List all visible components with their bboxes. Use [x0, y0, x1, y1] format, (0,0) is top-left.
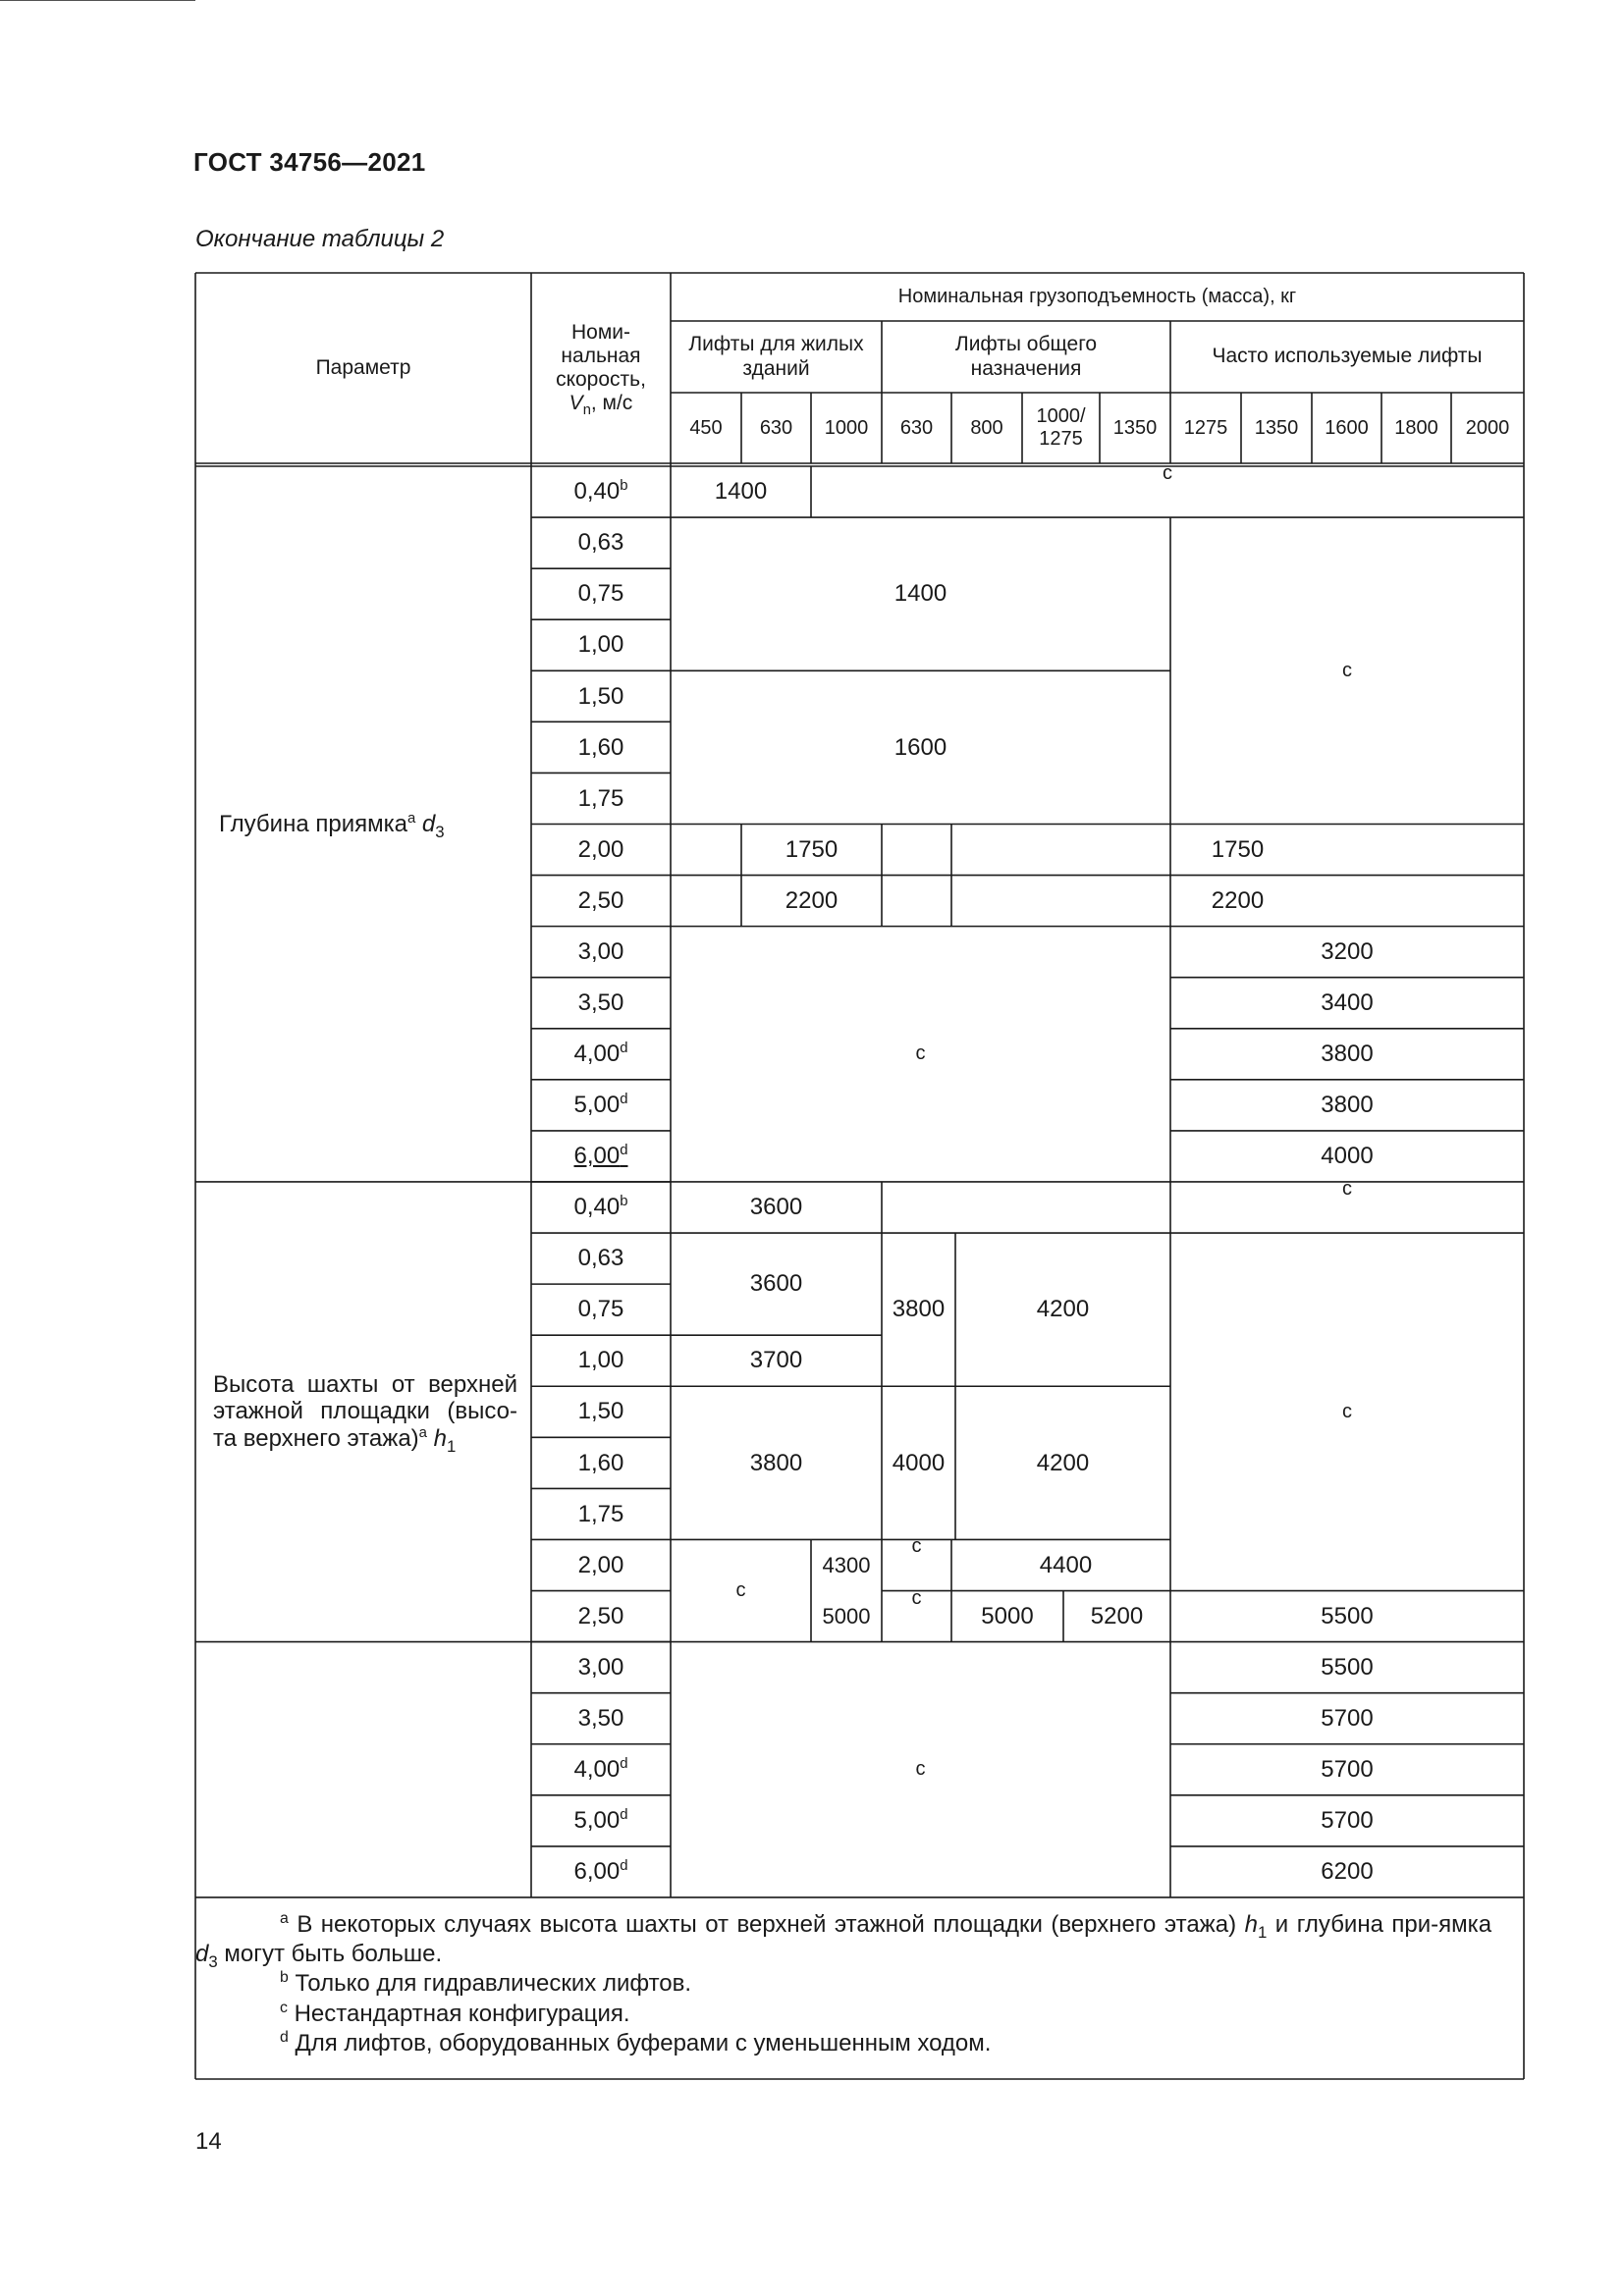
speed-cell: 3,00: [577, 937, 624, 965]
value-cell: 1750: [1211, 835, 1265, 863]
value-cell: c: [735, 1579, 746, 1602]
header-group-general: Лифты общего назначения: [954, 333, 1098, 380]
header-mass-11: 2000: [1465, 416, 1510, 439]
value-cell: 3800: [1321, 1092, 1374, 1119]
value-cell: c: [1163, 462, 1172, 484]
param-empty: [195, 1642, 531, 1897]
speed-cell: 3,50: [577, 1704, 624, 1732]
page-number: 14: [195, 2128, 222, 2155]
table-footnotes: [195, 1910, 1491, 2058]
value-cell: c: [911, 1586, 922, 1609]
speed-cell: 1,50: [577, 1398, 624, 1425]
value-cell: 5500: [1321, 1653, 1374, 1681]
speed-cell: 2,50: [577, 886, 624, 914]
speed-cell: 1,75: [577, 1500, 624, 1527]
param-shaft-height: Высота шахты от верхней этажной площадки (высо-та верхнего этажа)$^a$ $h_1$: [213, 1370, 517, 1456]
header-mass-6: 1350: [1112, 416, 1158, 439]
header-mass-2: 1000: [824, 416, 869, 439]
footnote-c: $^c$ Нестандартная конфигурация.: [280, 1999, 630, 2027]
speed-cell: 6,00$^d$: [573, 1143, 628, 1170]
header-capacity: Номинальная грузоподъемность (масса), кг: [897, 286, 1297, 307]
header-mass-3: 630: [899, 416, 934, 439]
speed-cell: 1,75: [577, 784, 624, 812]
header-speed: Номи- нальная скорость, $V_n$, м/с: [556, 320, 646, 419]
footnote-d: $^d$ Для лифтов, оборудованных буферами с уменьшенным ходом.: [280, 2028, 992, 2056]
value-cell: c: [915, 1758, 926, 1781]
speed-cell: 0,63: [577, 529, 624, 557]
speed-cell: 1,50: [577, 682, 624, 710]
param-pit-depth: Глубина приямка$^a$ $d_3$: [219, 810, 445, 841]
value-cell: 1600: [893, 733, 947, 761]
speed-cell: 1,00: [577, 631, 624, 659]
header-mass-0: 450: [689, 416, 723, 439]
value-cell: 1400: [714, 478, 768, 506]
header-group-frequent: Часто используемые лифты: [1212, 345, 1483, 368]
value-cell: 5700: [1321, 1755, 1374, 1783]
value-cell: 3700: [749, 1347, 803, 1374]
footnote-b: $^b$ Только для гидравлических лифтов.: [280, 1969, 692, 1998]
document-header: ГОСТ 34756—2021: [193, 147, 426, 177]
speed-cell: 0,75: [577, 580, 624, 608]
speed-cell: 0,40$^b$: [573, 478, 628, 506]
footnote-a: $^a$ В некоторых случаях высота шахты от верхней этажной площадки (верхнего этажа) $h_1$ и глубина при-ямка $d_3$ могут быть больше.: [195, 1910, 1492, 1972]
value-cell: 1400: [893, 580, 947, 608]
speed-cell: 4,00$^d$: [573, 1755, 628, 1783]
value-cell: 1750: [785, 835, 839, 863]
value-cell: 5500: [1321, 1602, 1374, 1629]
speed-cell: 0,75: [577, 1296, 624, 1323]
header-mass-7: 1275: [1183, 416, 1228, 439]
speed-cell: 5,00$^d$: [573, 1807, 628, 1835]
speed-cell: 2,50: [577, 1602, 624, 1629]
value-cell: 4400: [1039, 1551, 1093, 1578]
header-mass-5: 1000/ 1275: [1036, 405, 1086, 450]
value-cell: 3400: [1321, 988, 1374, 1016]
value-cell: 4300: [822, 1552, 871, 1577]
speed-cell: 1,00: [577, 1347, 624, 1374]
value-cell: c: [911, 1535, 922, 1558]
speed-cell: 6,00$^d$: [573, 1858, 628, 1886]
table-caption: Окончание таблицы 2: [195, 226, 445, 252]
value-cell: c: [1342, 1400, 1352, 1422]
header-mass-10: 1800: [1394, 416, 1438, 439]
speed-cell: 1,60: [577, 1449, 624, 1476]
speed-cell: 0,40$^b$: [573, 1194, 628, 1221]
value-cell: 5700: [1321, 1807, 1374, 1835]
value-cell: 3200: [1321, 937, 1374, 965]
speed-cell: 2,00: [577, 835, 624, 863]
speed-cell: 4,00$^d$: [573, 1041, 628, 1067]
value-cell: 3600: [749, 1270, 803, 1298]
header-parameter: Параметр: [315, 355, 411, 379]
header-mass-4: 800: [970, 416, 1003, 439]
value-cell: 2200: [785, 886, 839, 914]
value-cell: 4200: [1036, 1296, 1090, 1323]
header-group-residential: Лифты для жилых зданий: [688, 333, 864, 380]
value-cell: 3600: [749, 1194, 803, 1221]
header-mass-1: 630: [759, 416, 793, 439]
speed-cell: 0,63: [577, 1245, 624, 1272]
value-cell: 6200: [1321, 1858, 1374, 1886]
value-cell: c: [1342, 1177, 1352, 1200]
value-cell: 5200: [1090, 1602, 1144, 1629]
speed-cell: 5,00$^d$: [573, 1092, 628, 1119]
value-cell: c: [1342, 659, 1352, 681]
value-cell: 4000: [1321, 1143, 1374, 1170]
value-cell: c: [915, 1042, 926, 1065]
value-cell: 3800: [749, 1449, 803, 1476]
value-cell: 2200: [1211, 886, 1265, 914]
value-cell: 3800: [1321, 1041, 1374, 1067]
header-mass-9: 1600: [1325, 416, 1369, 439]
value-cell: 4000: [892, 1449, 946, 1476]
value-cell: 5700: [1321, 1704, 1374, 1732]
value-cell: 3800: [892, 1296, 946, 1323]
speed-cell: 3,50: [577, 988, 624, 1016]
speed-cell: 3,00: [577, 1653, 624, 1681]
value-cell: 5000: [822, 1603, 871, 1629]
header-mass-8: 1350: [1254, 416, 1299, 439]
value-cell: 4200: [1036, 1449, 1090, 1476]
speed-cell: 1,60: [577, 733, 624, 761]
speed-cell: 2,00: [577, 1551, 624, 1578]
value-cell: 5000: [981, 1602, 1034, 1629]
